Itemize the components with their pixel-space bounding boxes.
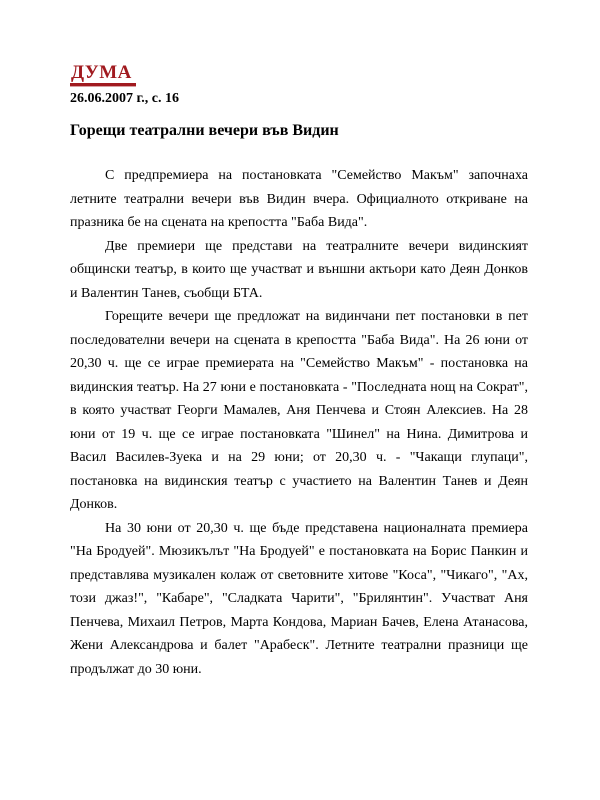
article-body: [70, 164, 528, 681]
duma-newspaper-logo: [70, 62, 136, 88]
logo-underline-thin: [70, 86, 136, 87]
publication-date-page: 26.06.2007 г., с. 16: [70, 91, 179, 106]
article-title: Горещи театрални вечери във Видин: [70, 122, 339, 139]
logo-text: ДУМА: [71, 62, 132, 83]
article-paragraph: Горещите вечери ще предложат на видинчани пет постановки в пет последователни вечери на сцената в крепостта "Баба Вида". На 26 юни от 20,30 ч. ще се играе премиерата на "Семейство Макъм" - постановка на видинския театър. На 27 юни е постановката - "Последната нощ на Сократ", в която участват Георги Мамалев, Аня Пенчева и Стоян Алексиев. На 28 юни от 19 ч. ще се играе постановката "Шинел" на Нина. Димитрова и Васил Василев-Зуека и на 29 юни; от 20,30 ч. - "Чакащи глупаци", постановка на видинския театър с участието на Валентин Танев и Деян Донков.: [70, 309, 528, 512]
article-paragraph: На 30 юни от 20,30 ч. ще бъде представена националната премиера "На Бродуей". Мюзикълът "На Бродуей" е постановката на Борис Панкин и представлява музикален колаж от световните хитове "Коса", "Чикаго", "Ах, този джаз!", "Кабаре", "Сладката Чарити", "Брилянтин". Участват Аня Пенчева, Михаил Петров, Марта Кондова, Мариан Бачев, Елена Атанасова, Жени Александрова и балет "Арабеск". Летните театрални празници ще продължат до 30 юни.: [70, 520, 528, 677]
article-paragraph: С предпремиера на постановката "Семейство Макъм" започнаха летните театрални вечери във Видин вчера. Официалното откриване на празника бе на сцената на крепостта "Баба Вида".: [70, 168, 528, 230]
article-paragraph: Две премиери ще представи на театралните вечери видинският общински театър, в които ще участват и външни актьори като Деян Донков и Валентин Танев, съобщи БТА.: [70, 238, 528, 301]
